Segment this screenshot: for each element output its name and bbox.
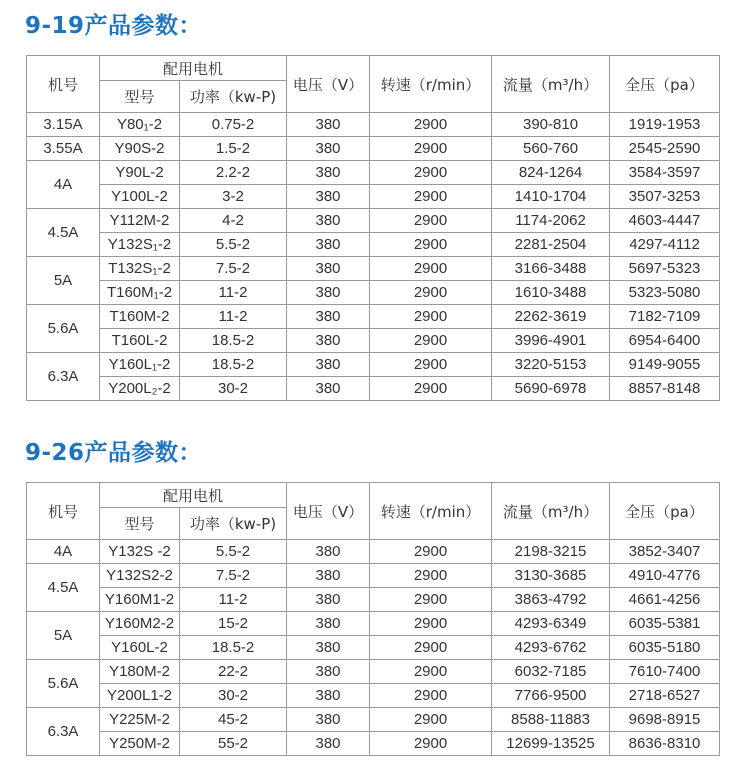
cell-model: 5A [27, 257, 100, 305]
table-row [27, 233, 720, 257]
cell-power: 18.5-2 [180, 636, 287, 660]
cell-model: 3.15A [27, 113, 100, 137]
table-row [27, 540, 720, 564]
cell-pressure: 4661-4256 [610, 588, 720, 612]
cell-pressure: 6954-6400 [610, 329, 720, 353]
cell-motor-type: Y100L-2 [100, 185, 180, 209]
cell-voltage: 380 [287, 185, 370, 209]
cell-voltage: 380 [287, 161, 370, 185]
cell-pressure: 2718-6527 [610, 684, 720, 708]
cell-flow: 3996-4901 [492, 329, 610, 353]
cell-motor-type: Y250M-2 [100, 732, 180, 756]
cell-speed: 2900 [370, 588, 492, 612]
cell-flow: 4293-6349 [492, 612, 610, 636]
cell-motor-type: Y160L-2 [100, 636, 180, 660]
header-flow: 流量（m³/h） [492, 483, 610, 540]
cell-motor-type: Y160M2-2 [100, 612, 180, 636]
table-row [27, 564, 720, 588]
table-row [27, 353, 720, 377]
cell-flow: 3166-3488 [492, 257, 610, 281]
header-pressure: 全压（pa） [610, 56, 720, 113]
cell-flow: 3220-5153 [492, 353, 610, 377]
cell-voltage: 380 [287, 281, 370, 305]
cell-speed: 2900 [370, 540, 492, 564]
cell-voltage: 380 [287, 209, 370, 233]
cell-pressure: 1919-1953 [610, 113, 720, 137]
cell-motor-type: Y132S₁-2 [100, 233, 180, 257]
cell-speed: 2900 [370, 185, 492, 209]
table-row [27, 588, 720, 612]
cell-speed: 2900 [370, 732, 492, 756]
table-row [27, 257, 720, 281]
spec-table-9-26 [26, 482, 720, 756]
cell-model: 5A [27, 612, 100, 660]
cell-pressure: 2545-2590 [610, 137, 720, 161]
cell-model: 5.6A [27, 660, 100, 708]
cell-power: 7.5-2 [180, 564, 287, 588]
table-row [27, 137, 720, 161]
cell-motor-type: T132S₁-2 [100, 257, 180, 281]
table-row [27, 281, 720, 305]
cell-motor-type: Y160L₁-2 [100, 353, 180, 377]
cell-flow: 2262-3619 [492, 305, 610, 329]
cell-flow: 1410-1704 [492, 185, 610, 209]
cell-voltage: 380 [287, 305, 370, 329]
cell-power: 30-2 [180, 377, 287, 401]
cell-speed: 2900 [370, 281, 492, 305]
header-flow: 流量（m³/h） [492, 56, 610, 113]
cell-motor-type: T160L-2 [100, 329, 180, 353]
cell-voltage: 380 [287, 257, 370, 281]
cell-motor-type: Y132S2-2 [100, 564, 180, 588]
cell-speed: 2900 [370, 660, 492, 684]
header-motor-type: 型号 [100, 508, 180, 540]
cell-flow: 12699-13525 [492, 732, 610, 756]
cell-flow: 390-810 [492, 113, 610, 137]
cell-pressure: 7610-7400 [610, 660, 720, 684]
cell-power: 5.5-2 [180, 233, 287, 257]
cell-speed: 2900 [370, 305, 492, 329]
cell-motor-type: Y200L1-2 [100, 684, 180, 708]
section-title-9-26: 9-26产品参数： [25, 440, 203, 466]
cell-flow: 4293-6762 [492, 636, 610, 660]
table-row [27, 636, 720, 660]
table-row [27, 185, 720, 209]
cell-pressure: 3507-3253 [610, 185, 720, 209]
cell-voltage: 380 [287, 588, 370, 612]
cell-voltage: 380 [287, 708, 370, 732]
cell-voltage: 380 [287, 329, 370, 353]
cell-pressure: 8857-8148 [610, 377, 720, 401]
cell-pressure: 3852-3407 [610, 540, 720, 564]
spec-table-9-19 [26, 55, 720, 401]
header-motor-type: 型号 [100, 81, 180, 113]
cell-power: 5.5-2 [180, 540, 287, 564]
table-row [27, 113, 720, 137]
cell-motor-type: T160M₁-2 [100, 281, 180, 305]
header-voltage: 电压（V） [287, 483, 370, 540]
cell-speed: 2900 [370, 257, 492, 281]
cell-pressure: 6035-5180 [610, 636, 720, 660]
cell-motor-type: Y180M-2 [100, 660, 180, 684]
cell-motor-type: Y132S -2 [100, 540, 180, 564]
header-voltage: 电压（V） [287, 56, 370, 113]
cell-voltage: 380 [287, 684, 370, 708]
table-row [27, 305, 720, 329]
table-row [27, 329, 720, 353]
cell-motor-type: Y225M-2 [100, 708, 180, 732]
cell-power: 18.5-2 [180, 353, 287, 377]
table-row [27, 161, 720, 185]
cell-flow: 2281-2504 [492, 233, 610, 257]
cell-model: 6.3A [27, 708, 100, 756]
cell-power: 30-2 [180, 684, 287, 708]
cell-model: 4A [27, 540, 100, 564]
cell-power: 45-2 [180, 708, 287, 732]
cell-power: 18.5-2 [180, 329, 287, 353]
cell-pressure: 9149-9055 [610, 353, 720, 377]
cell-speed: 2900 [370, 113, 492, 137]
section-title-9-19: 9-19产品参数： [25, 13, 203, 39]
cell-model: 5.6A [27, 305, 100, 353]
cell-power: 4-2 [180, 209, 287, 233]
cell-speed: 2900 [370, 612, 492, 636]
cell-voltage: 380 [287, 564, 370, 588]
cell-power: 3-2 [180, 185, 287, 209]
cell-pressure: 6035-5381 [610, 612, 720, 636]
cell-flow: 1610-3488 [492, 281, 610, 305]
cell-speed: 2900 [370, 209, 492, 233]
cell-pressure: 4603-4447 [610, 209, 720, 233]
cell-pressure: 5323-5080 [610, 281, 720, 305]
table-row [27, 708, 720, 732]
header-model: 机号 [27, 483, 100, 540]
cell-pressure: 3584-3597 [610, 161, 720, 185]
cell-motor-type: Y112M-2 [100, 209, 180, 233]
cell-speed: 2900 [370, 353, 492, 377]
cell-motor-type: Y160M1-2 [100, 588, 180, 612]
cell-pressure: 4297-4112 [610, 233, 720, 257]
table-row [27, 612, 720, 636]
header-motor-group: 配用电机 [100, 483, 287, 508]
cell-flow: 1174-2062 [492, 209, 610, 233]
cell-power: 7.5-2 [180, 257, 287, 281]
cell-pressure: 8636-8310 [610, 732, 720, 756]
cell-voltage: 380 [287, 660, 370, 684]
cell-speed: 2900 [370, 564, 492, 588]
cell-motor-type: Y80₁-2 [100, 113, 180, 137]
cell-power: 11-2 [180, 281, 287, 305]
cell-model: 4.5A [27, 209, 100, 257]
cell-flow: 560-760 [492, 137, 610, 161]
table-row [27, 209, 720, 233]
cell-flow: 8588-11883 [492, 708, 610, 732]
cell-flow: 5690-6978 [492, 377, 610, 401]
cell-pressure: 9698-8915 [610, 708, 720, 732]
cell-speed: 2900 [370, 329, 492, 353]
header-power: 功率（kw-P) [180, 508, 287, 540]
cell-speed: 2900 [370, 684, 492, 708]
cell-pressure: 5697-5323 [610, 257, 720, 281]
cell-speed: 2900 [370, 636, 492, 660]
cell-speed: 2900 [370, 161, 492, 185]
cell-flow: 824-1264 [492, 161, 610, 185]
table-row [27, 684, 720, 708]
cell-speed: 2900 [370, 137, 492, 161]
cell-voltage: 380 [287, 353, 370, 377]
cell-voltage: 380 [287, 137, 370, 161]
header-motor-group: 配用电机 [100, 56, 287, 81]
table-row [27, 377, 720, 401]
header-speed: 转速（r/min） [370, 56, 492, 113]
cell-power: 11-2 [180, 588, 287, 612]
cell-voltage: 380 [287, 732, 370, 756]
cell-speed: 2900 [370, 233, 492, 257]
header-power: 功率（kw-P) [180, 81, 287, 113]
cell-flow: 7766-9500 [492, 684, 610, 708]
cell-flow: 2198-3215 [492, 540, 610, 564]
cell-motor-type: Y90S-2 [100, 137, 180, 161]
cell-flow: 3130-3685 [492, 564, 610, 588]
cell-model: 6.3A [27, 353, 100, 401]
cell-pressure: 4910-4776 [610, 564, 720, 588]
table-row [27, 732, 720, 756]
table-row [27, 660, 720, 684]
header-pressure: 全压（pa） [610, 483, 720, 540]
cell-motor-type: Y90L-2 [100, 161, 180, 185]
header-model: 机号 [27, 56, 100, 113]
cell-voltage: 380 [287, 113, 370, 137]
cell-speed: 2900 [370, 708, 492, 732]
cell-voltage: 380 [287, 540, 370, 564]
cell-power: 0.75-2 [180, 113, 287, 137]
cell-voltage: 380 [287, 233, 370, 257]
cell-power: 15-2 [180, 612, 287, 636]
cell-voltage: 380 [287, 636, 370, 660]
cell-power: 55-2 [180, 732, 287, 756]
cell-pressure: 7182-7109 [610, 305, 720, 329]
cell-voltage: 380 [287, 377, 370, 401]
cell-motor-type: Y200L₂-2 [100, 377, 180, 401]
cell-power: 2.2-2 [180, 161, 287, 185]
cell-flow: 3863-4792 [492, 588, 610, 612]
cell-speed: 2900 [370, 377, 492, 401]
header-speed: 转速（r/min） [370, 483, 492, 540]
cell-motor-type: T160M-2 [100, 305, 180, 329]
cell-model: 4A [27, 161, 100, 209]
cell-model: 3.55A [27, 137, 100, 161]
cell-model: 4.5A [27, 564, 100, 612]
cell-power: 11-2 [180, 305, 287, 329]
cell-voltage: 380 [287, 612, 370, 636]
cell-power: 22-2 [180, 660, 287, 684]
cell-flow: 6032-7185 [492, 660, 610, 684]
cell-power: 1.5-2 [180, 137, 287, 161]
